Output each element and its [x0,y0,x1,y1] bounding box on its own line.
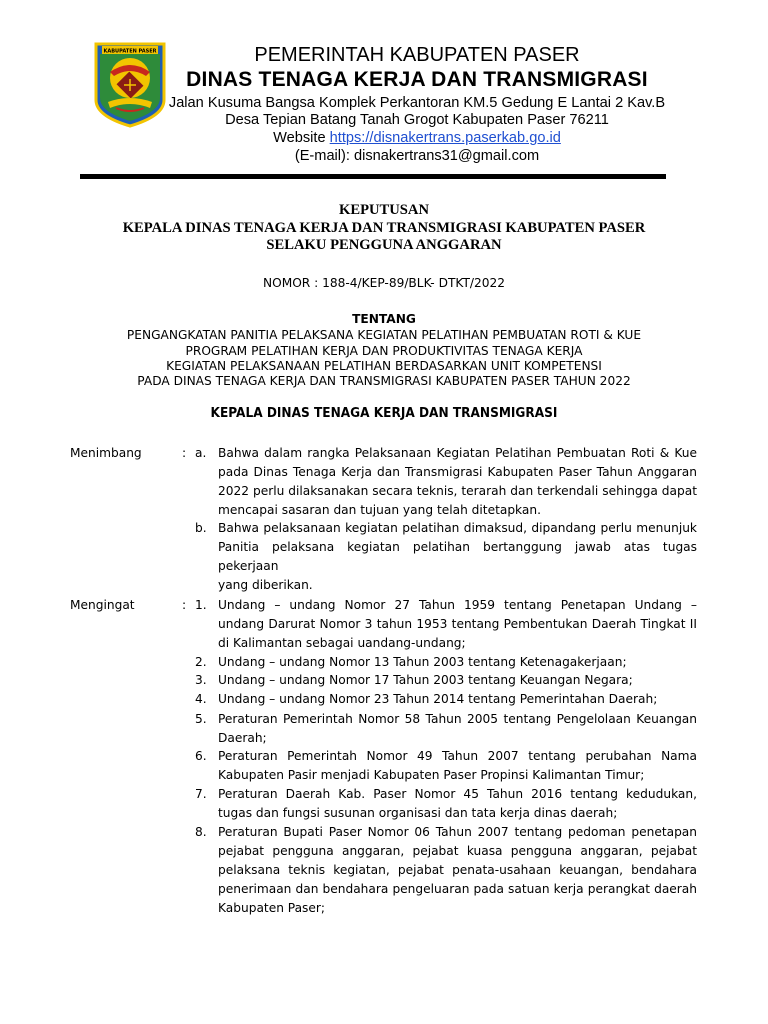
letterhead-divider [80,174,666,179]
item-line: Undang – undang Nomor 23 Tahun 2014 tentang Pemerintahan Daerah; [218,692,658,706]
mengingat-colon: : [182,598,187,612]
menimbang-colon: : [182,446,187,460]
mengingat-item-2 [218,653,697,672]
address-line-2: Desa Tepian Batang Tanah Grogot Kabupaten Paser 76211 [225,112,609,128]
menimbang-marker: b. [195,521,207,535]
item-line: Undang – undang Nomor 17 Tahun 2003 tentang Keuangan Negara; [218,673,633,687]
email-line: (E-mail): disnakertrans31@gmail.com [294,148,540,164]
item-line: di Kalimantan sebagai uandang-undang; [218,636,466,650]
head-title: KEPALA DINAS TENAGA KERJA DAN TRANSMIGRASI [210,405,558,421]
logo-text: KABUPATEN PASER [103,48,157,55]
government-name: PEMERINTAH KABUPATEN PASER [254,44,580,66]
item-line: undang Darurat Nomor 3 tahun 1953 tentang Pembentukan Daerah Tingkat II [218,617,697,631]
mengingat-marker: 4. [195,692,207,706]
item-line: 2022 perlu dilaksanakan secara teknis, terarah dan terkendali sehingga dapat [218,484,697,498]
decree-issuer-line-1: KEPALA DINAS TENAGA KERJA DAN TRANSMIGRASI KABUPATEN PASER [122,220,646,236]
mengingat-marker: 6. [195,749,207,763]
item-line: Panitia pelaksana kegiatan pelatihan bertanggung jawab atas tugas pekerjaan [218,540,697,573]
item-line: pelaksana teknis kegiatan, pejabat penata-usahaan keuangan, bendahara [218,863,697,877]
mengingat-item-3 [218,671,697,690]
item-line: pada Dinas Tenaga Kerja dan Transmigrasi Kabupaten Paser Tahun Anggaran [218,465,697,479]
agency-name: DINAS TENAGA KERJA DAN TRANSMIGRASI [186,68,648,91]
item-line: Bahwa dalam rangka Pelaksanaan Kegiatan Pelatihan Pembuatan Roti & Kue [218,446,697,460]
mengingat-item-1 [218,596,697,653]
about-line: PADA DINAS TENAGA KERJA DAN TRANSMIGRASI KABUPATEN PASER TAHUN 2022 [137,374,631,388]
about-line: PROGRAM PELATIHAN KERJA DAN PRODUKTIVITAS TENAGA KERJA [185,344,583,358]
item-line: Peraturan Daerah Kab. Paser Nomor 45 Tahun 2016 tentang kedudukan, [218,787,697,801]
item-line: Peraturan Pemerintah Nomor 58 Tahun 2005 tentang Pengelolaan Keuangan [218,712,697,726]
menimbang-item-a [218,444,697,520]
kabupaten-paser-logo [94,42,166,128]
item-line: yang diberikan. [218,578,313,592]
item-line: Bahwa pelaksanaan kegiatan pelatihan dimaksud, dipandang perlu menunjuk [218,521,697,535]
mengingat-label: Mengingat [70,598,135,612]
mengingat-marker: 3. [195,673,207,687]
mengingat-marker: 8. [195,825,207,839]
item-line: mencapai sasaran dan tujuan yang telah ditetapkan. [218,503,541,517]
mengingat-item-7 [218,785,697,823]
mengingat-item-8 [218,823,697,918]
about-label: TENTANG [352,312,416,326]
mengingat-marker: 1. [195,598,207,612]
mengingat-marker: 5. [195,712,207,726]
mengingat-item-4 [218,690,697,709]
item-line: Peraturan Bupati Paser Nomor 06 Tahun 2007 tentang pedoman penetapan [218,825,697,839]
menimbang-item-b [218,519,697,595]
website-link[interactable]: https://disnakertrans.paserkab.go.id [329,130,561,146]
item-line: pejabat pengguna anggaran, pejabat kuasa pengguna anggaran, pejabat [218,844,697,858]
website-line [160,130,674,146]
item-line: Kabupaten Paser; [218,901,326,915]
website-label: Website [273,130,326,146]
about-line: KEGIATAN PELAKSANAAN PELATIHAN BERDASARKAN UNIT KOMPETENSI [166,359,602,373]
decree-title: KEPUTUSAN [338,202,429,218]
about-line: PENGANGKATAN PANITIA PELAKSANA KEGIATAN PELATIHAN PEMBUATAN ROTI & KUE [126,328,642,342]
decree-issuer-line-2: SELAKU PENGGUNA ANGGARAN [266,237,502,253]
decree-number: NOMOR : 188-4/KEP-89/BLK- DTKT/2022 [262,276,506,290]
mengingat-marker: 7. [195,787,207,801]
item-line: Undang – undang Nomor 27 Tahun 1959 tentang Penetapan Undang – [218,598,697,612]
item-line: Peraturan Pemerintah Nomor 49 Tahun 2007 tentang perubahan Nama [218,749,697,763]
address-line-1: Jalan Kusuma Bangsa Komplek Perkantoran KM.5 Gedung E Lantai 2 Kav.B [168,95,666,111]
mengingat-item-6 [218,747,697,785]
mengingat-marker: 2. [195,655,207,669]
item-line: tugas dan fungsi susunan organisasi dan tata kerja dinas daerah; [218,806,618,820]
item-line: Daerah; [218,731,267,745]
item-line: Undang – undang Nomor 13 Tahun 2003 tentang Ketenagakerjaan; [218,655,627,669]
mengingat-item-5 [218,710,697,748]
menimbang-label: Menimbang [70,446,142,460]
item-line: penerimaan dan bendahara pengeluaran pada satuan kerja perangkat daerah [218,882,697,896]
item-line: Kabupaten Pasir menjadi Kabupaten Paser Propinsi Kalimantan Timur; [218,768,645,782]
menimbang-marker: a. [195,446,207,460]
